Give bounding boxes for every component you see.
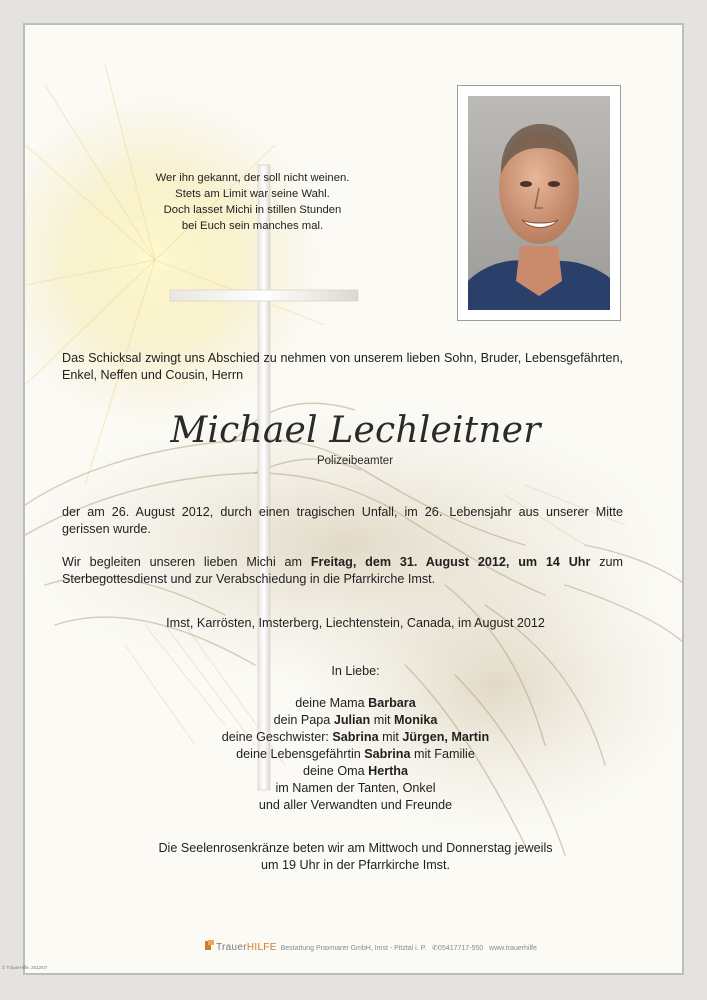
poem-line: Stets am Limit war seine Wahl. <box>175 188 330 200</box>
in-love-heading: In Liebe: <box>331 664 380 678</box>
portrait-photo <box>457 85 621 321</box>
rosary-info <box>62 840 649 874</box>
funeral-text-part2: zum Sterbegottesdienst und zur Verabschiedung in die Pfarrkirche Imst. <box>62 555 624 586</box>
poem-line: bei Euch sein manches mal. <box>181 220 324 232</box>
website-link[interactable]: www.trauerhilfe <box>489 945 537 952</box>
copyright-note: © TrauerHilfe. 2012/07 <box>2 965 48 970</box>
phone-number: 05417717-550 <box>438 945 484 952</box>
deceased-profession: Polizeibeamter <box>316 455 394 467</box>
mourner-papa: dein Papa Julian mit Monika <box>273 713 438 727</box>
brand-logo-icon <box>205 940 214 951</box>
company-name: Bestattung Praxmarer GmbH, Imst - Pitztal i. P. <box>280 945 427 952</box>
death-notice: der am 26. August 2012, durch einen tragischen Unfall, im 26. Lebensjahr aus unserer Mitte gerissen wurde. <box>62 505 623 536</box>
mourners-list <box>62 695 649 814</box>
mourner-oma: deine Oma Hertha <box>303 764 408 778</box>
funeral-text-part1: Wir begleiten unseren lieben Michi am <box>62 555 311 569</box>
poem-line: Wer ihn gekannt, der soll nicht weinen. <box>155 172 350 184</box>
poem <box>145 170 360 234</box>
rosary-line: Die Seelenrosenkränze beten wir am Mittwoch und Donnerstag jeweils <box>158 841 553 855</box>
brand-name: TrauerHILFE <box>215 942 277 953</box>
deceased-name: Michael Lechleitner <box>170 410 541 451</box>
mourner-friends: und aller Verwandten und Freunde <box>258 798 453 812</box>
mourner-siblings: deine Geschwister: Sabrina mit Jürgen, Martin <box>221 730 490 744</box>
mourner-partner: deine Lebensgefährtin Sabrina mit Familie <box>236 747 475 761</box>
intro-text: Das Schicksal zwingt uns Abschied zu nehmen von unserem lieben Sohn, Bruder, Lebensgefährten, Enkel, Neffen und Cousin, Herrn <box>62 351 623 382</box>
poem-line: Doch lasset Michi in stillen Stunden <box>163 204 342 216</box>
phone-icon: ✆ <box>432 945 439 952</box>
funeral-date: Freitag, dem 31. August 2012, um 14 Uhr <box>310 555 591 569</box>
portrait-image <box>468 96 610 310</box>
funeral-info <box>62 554 623 588</box>
obituary-sheet <box>23 23 684 975</box>
footer <box>205 940 605 956</box>
mourner-relatives: im Namen der Tanten, Onkel <box>275 781 436 795</box>
rosary-line: um 19 Uhr in der Pfarrkirche Imst. <box>261 858 450 872</box>
mourner-mama: deine Mama Barbara <box>295 696 416 710</box>
location-date: Imst, Karrösten, Imsterberg, Liechtenstein, Canada, im August 2012 <box>166 616 545 630</box>
